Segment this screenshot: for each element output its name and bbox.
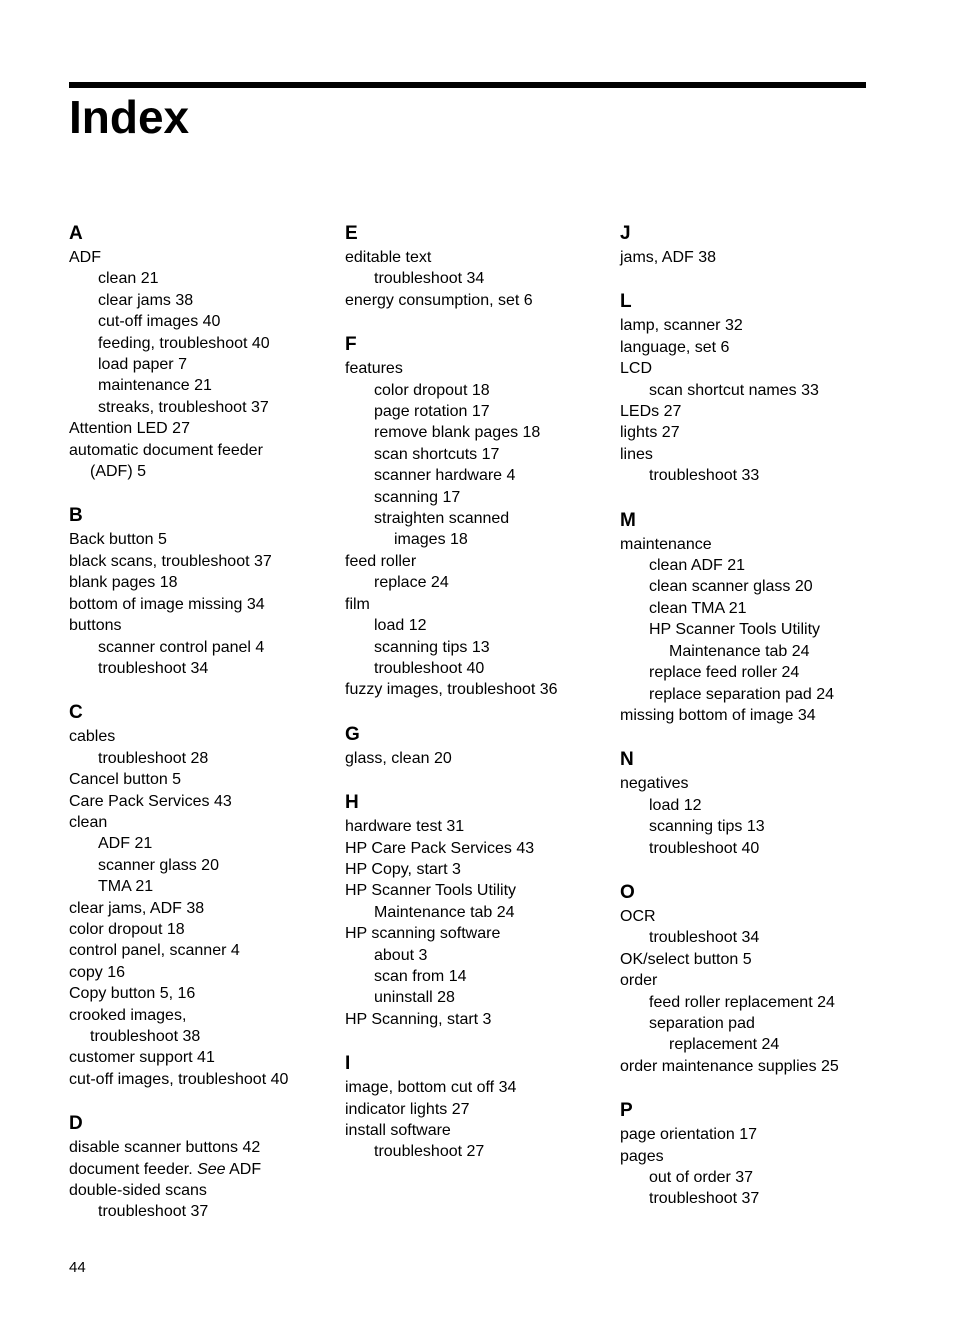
index-entry: OK/select button 5 — [620, 950, 752, 968]
index-subentry: clear jams 38 — [98, 291, 194, 309]
index-entry: Copy button 5, 16 — [69, 985, 196, 1003]
index-group-b — [69, 503, 331, 679]
index-entry: Attention LED 27 — [69, 420, 190, 438]
index-entry: ADF — [69, 249, 101, 266]
index-entry: hardware test 31 — [345, 818, 465, 836]
page-title: Index — [69, 91, 190, 143]
index-subentry: uninstall 28 — [374, 989, 455, 1007]
index-entry: cables — [69, 728, 116, 746]
index-entry: film — [345, 595, 370, 613]
index-subentry: TMA 21 — [98, 878, 154, 896]
title-rule — [69, 82, 866, 88]
index-subentry: load 12 — [374, 617, 427, 635]
index-entry — [69, 1159, 331, 1180]
index-subentry: scanning 17 — [374, 488, 461, 506]
index-subentry: clean ADF 21 — [649, 557, 746, 575]
index-group-i — [345, 1051, 607, 1163]
index-subentry: troubleshoot 28 — [98, 749, 209, 767]
index-subentry: HP Scanner Tools Utility — [649, 621, 821, 639]
index-letter-heading: N — [620, 749, 634, 771]
index-subentry: separation pad — [649, 1014, 755, 1032]
index-entry: page orientation 17 — [620, 1126, 757, 1144]
index-group-o — [620, 880, 882, 1077]
index-entry: buttons — [69, 617, 122, 635]
index-letter-heading: I — [345, 1053, 351, 1075]
index-subentry: troubleshoot 34 — [374, 270, 485, 288]
index-group-g — [345, 722, 607, 769]
index-entry: missing bottom of image 34 — [620, 706, 816, 724]
index-entry: HP Copy, start 3 — [345, 860, 461, 878]
index-group-h — [345, 790, 607, 1030]
index-subentry: Maintenance tab 24 — [374, 903, 515, 921]
index-entry: LEDs 27 — [620, 403, 682, 421]
index-letter-heading: L — [620, 291, 632, 313]
index-column — [69, 221, 331, 1244]
index-group-n — [620, 747, 882, 859]
index-letter-heading: J — [620, 223, 631, 244]
index-entry-continuation: (ADF) 5 — [90, 463, 146, 481]
index-entry: indicator lights 27 — [345, 1100, 470, 1118]
page-number: 44 — [69, 1259, 86, 1276]
see-reference-term: document feeder. — [69, 1160, 198, 1178]
index-entry-continuation: replacement 24 — [669, 1036, 780, 1054]
index-subentry: scanner glass 20 — [98, 856, 219, 874]
index-group-c — [69, 700, 331, 1090]
index-subentry: troubleshoot 34 — [649, 929, 760, 947]
index-subentry: scanning tips 13 — [649, 818, 765, 836]
index-subentry: troubleshoot 27 — [374, 1143, 485, 1161]
index-subentry: feeding, troubleshoot 40 — [98, 334, 270, 352]
index-subentry: scanning tips 13 — [374, 638, 490, 656]
index-entry: Cancel button 5 — [69, 771, 182, 789]
index-entry: clear jams, ADF 38 — [69, 899, 205, 917]
index-letter-heading: C — [69, 702, 83, 724]
index-entry: automatic document feeder — [69, 441, 263, 459]
index-entry: customer support 41 — [69, 1049, 215, 1067]
index-entry: crooked images, — [69, 1006, 187, 1024]
index-group-d — [69, 1111, 331, 1223]
index-subentry: scan from 14 — [374, 967, 467, 985]
index-entry: order — [620, 972, 658, 990]
index-subentry: replace feed roller 24 — [649, 664, 800, 682]
index-entry: Care Pack Services 43 — [69, 792, 232, 810]
index-entry: HP Scanning, start 3 — [345, 1010, 492, 1028]
index-entry: bottom of image missing 34 — [69, 595, 265, 613]
index-subentry: ADF 21 — [98, 835, 153, 853]
index-entry: HP Scanner Tools Utility — [345, 882, 517, 900]
index-entry: double-sided scans — [69, 1182, 207, 1200]
index-entry: maintenance — [620, 535, 712, 553]
index-letter-heading: H — [345, 792, 359, 814]
index-subentry: streaks, troubleshoot 37 — [98, 398, 269, 416]
index-subentry: maintenance 21 — [98, 377, 212, 395]
index-entry: image, bottom cut off 34 — [345, 1079, 517, 1097]
index-entry: language, set 6 — [620, 338, 730, 356]
index-subentry: troubleshoot 37 — [98, 1203, 209, 1221]
see-reference-target: ADF — [225, 1160, 262, 1178]
index-subentry: troubleshoot 37 — [649, 1190, 760, 1208]
index-group-a — [69, 221, 331, 482]
index-entry-continuation: troubleshoot 38 — [90, 1028, 201, 1045]
index-entry: blank pages 18 — [69, 574, 178, 592]
index-entry: order maintenance supplies 25 — [620, 1057, 839, 1075]
index-entry: negatives — [620, 775, 689, 793]
index-entry: control panel, scanner 4 — [69, 942, 240, 960]
index-column — [620, 221, 882, 1231]
index-subentry: cut-off images 40 — [98, 313, 221, 331]
index-subentry: replace separation pad 24 — [649, 685, 835, 703]
index-group-l — [620, 289, 882, 486]
index-entry: OCR — [620, 907, 656, 925]
index-letter-heading: O — [620, 881, 635, 903]
index-entry-continuation: images 18 — [394, 531, 468, 549]
index-subentry: scan shortcuts 17 — [374, 445, 500, 463]
index-subentry: clean 21 — [98, 270, 159, 288]
index-group-f — [345, 332, 607, 701]
index-entry: pages — [620, 1147, 664, 1165]
index-entry: cut-off images, troubleshoot 40 — [69, 1070, 289, 1088]
index-subentry: remove blank pages 18 — [374, 424, 541, 442]
index-subentry: scan shortcut names 33 — [649, 381, 819, 399]
index-entry: install software — [345, 1122, 451, 1139]
index-subentry: troubleshoot 40 — [649, 839, 760, 857]
index-group-j — [620, 221, 882, 268]
index-entry: HP Care Pack Services 43 — [345, 839, 535, 857]
index-entry: HP scanning software — [345, 925, 501, 943]
index-entry: LCD — [620, 360, 653, 378]
index-letter-heading: E — [345, 223, 358, 244]
index-letter-heading: A — [69, 223, 83, 244]
index-entry-continuation: Maintenance tab 24 — [669, 642, 810, 660]
index-group-p — [620, 1098, 882, 1210]
index-subentry: scanner hardware 4 — [374, 467, 516, 485]
index-letter-heading: G — [345, 723, 360, 745]
index-letter-heading: M — [620, 509, 636, 531]
index-letter-heading: F — [345, 334, 357, 356]
index-entry: energy consumption, set 6 — [345, 291, 533, 309]
index-entry: lamp, scanner 32 — [620, 317, 743, 335]
index-letter-heading: P — [620, 1100, 633, 1122]
index-letter-heading: B — [69, 505, 83, 527]
index-column — [345, 221, 607, 1184]
index-entry: lights 27 — [620, 424, 680, 442]
index-entry: clean — [69, 813, 108, 831]
index-entry: fuzzy images, troubleshoot 36 — [345, 681, 558, 699]
index-subentry: load 12 — [649, 796, 702, 814]
index-subentry: clean scanner glass 20 — [649, 578, 813, 596]
index-subentry: straighten scanned — [374, 510, 510, 528]
index-subentry: out of order 37 — [649, 1169, 754, 1186]
index-subentry: troubleshoot 40 — [374, 659, 485, 677]
index-entry: feed roller — [345, 552, 417, 570]
index-subentry: page rotation 17 — [374, 403, 490, 421]
index-entry: features — [345, 360, 403, 378]
index-subentry: feed roller replacement 24 — [649, 993, 835, 1011]
index-subentry: load paper 7 — [98, 356, 187, 374]
index-entry: color dropout 18 — [69, 920, 185, 938]
index-subentry: color dropout 18 — [374, 381, 490, 399]
index-entry: lines — [620, 445, 653, 463]
index-entry: editable text — [345, 249, 432, 266]
index-group-m — [620, 508, 882, 727]
index-entry: glass, clean 20 — [345, 749, 452, 767]
index-entry: copy 16 — [69, 963, 126, 981]
index-subentry: troubleshoot 34 — [98, 659, 209, 677]
index-subentry: clean TMA 21 — [649, 599, 747, 617]
see-label: See — [197, 1160, 226, 1178]
index-group-e — [345, 221, 607, 311]
index-entry: Back button 5 — [69, 531, 167, 549]
index-subentry: about 3 — [374, 946, 428, 964]
index-subentry: troubleshoot 33 — [649, 467, 760, 485]
index-subentry: replace 24 — [374, 574, 449, 592]
index-entry: disable scanner buttons 42 — [69, 1139, 261, 1157]
index-entry: black scans, troubleshoot 37 — [69, 552, 272, 570]
index-subentry: scanner control panel 4 — [98, 638, 265, 656]
index-letter-heading: D — [69, 1113, 83, 1135]
index-entry: jams, ADF 38 — [620, 249, 717, 266]
